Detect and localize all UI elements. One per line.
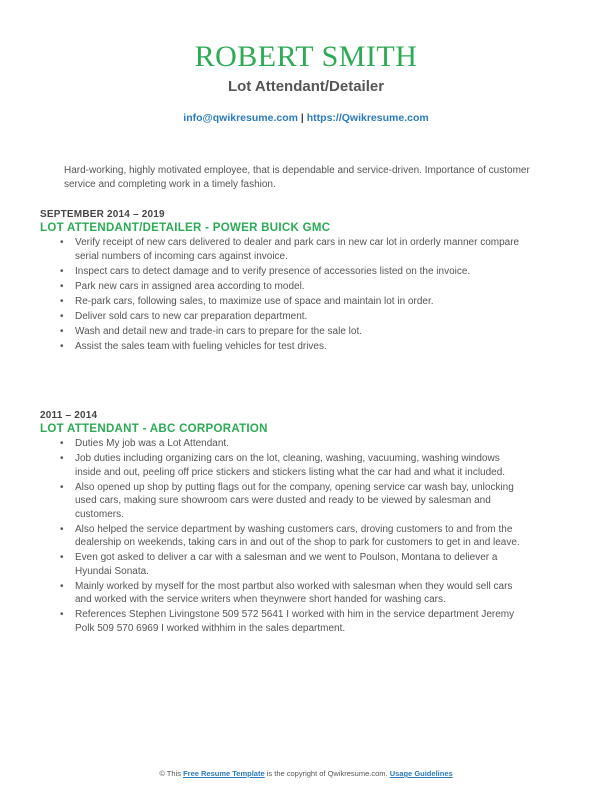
copyright-footer xyxy=(0,769,612,779)
summary-text: Hard-working, highly motivated employee, that is dependable and service-driven. Importance of customer service and completing work in a timely fashion. xyxy=(64,165,530,190)
experience-role: LOT ATTENDANT/DETAILER - POWER BUICK GMC xyxy=(40,222,331,234)
candidate-name: ROBERT SMITH xyxy=(194,40,418,73)
list-item: • References Stephen Livingstone 509 572 5641 I worked with him in the service department Jeremy Polk 509 570 6969 I worked withhim in the sales department. xyxy=(40,608,520,635)
list-item: • Verify receipt of new cars delivered to dealer and park cars in new car lot in orderly manner compare serial numbers of incoming cars against invoice. xyxy=(40,236,520,263)
footer-prefix: © This xyxy=(159,769,181,778)
list-item: • Deliver sold cars to new car preparation department. xyxy=(40,310,520,324)
list-item: • Re-park cars, following sales, to maximize use of space and maintain lot in order. xyxy=(40,295,520,309)
experience-bullets xyxy=(40,437,520,635)
experience-dates: SEPTEMBER 2014 – 2019 xyxy=(40,209,165,220)
list-item: • Even got asked to deliver a car with a salesman and we went to Poulson, Montana to deliever a Hyundai Sonata. xyxy=(40,551,520,578)
list-item: • Duties My job was a Lot Attendant. xyxy=(40,437,520,451)
list-item: • Job duties including organizing cars on the lot, cleaning, washing, vacuuming, washing windows inside and out, peeling off price stickers and stickers listing what the car had and what it included. xyxy=(40,452,520,479)
experience-entry xyxy=(40,409,520,637)
list-item: • Also helped the service department by washing customers cars, droving customers to and from the dealership on weekends, taking cars in and out of the shop to park for customers to get in and leave. xyxy=(40,523,520,550)
free-resume-template-link[interactable]: Free Resume Template xyxy=(183,769,265,778)
experience-bullets xyxy=(40,236,520,353)
list-item: • Park new cars in assigned area according to model. xyxy=(40,280,520,294)
experience-dates: 2011 – 2014 xyxy=(40,410,98,421)
website-link[interactable]: https://Qwikresume.com xyxy=(306,112,429,124)
list-item: • Also opened up shop by putting flags out for the company, opening service car wash bay, unlocking used cars, making sure showroom cars were dusted and ready to be viewed by salesman and customers. xyxy=(40,481,520,522)
experience-role: LOT ATTENDANT - ABC CORPORATION xyxy=(40,423,268,435)
list-item: • Wash and detail new and trade-in cars to prepare for the sale lot. xyxy=(40,325,520,339)
experience-entry xyxy=(40,208,520,355)
list-item: • Mainly worked by myself for the most partbut also worked with salesman when they would sell cars and worked with the service writers when theynwere short handed for washing cars. xyxy=(40,580,520,607)
contact-separator: | xyxy=(300,112,304,124)
job-title: Lot Attendant/Detailer xyxy=(227,78,385,95)
usage-guidelines-link[interactable]: Usage Guidelines xyxy=(389,769,453,778)
list-item: • Assist the sales team with fueling vehicles for test drives. xyxy=(40,340,520,354)
contact-line xyxy=(0,111,612,125)
list-item: • Inspect cars to detect damage and to verify presence of accessories listed on the invoice. xyxy=(40,265,520,279)
email-link[interactable]: info@qwikresume.com xyxy=(183,112,298,124)
footer-middle: is the copyright of Qwikresume.com. xyxy=(266,769,388,778)
